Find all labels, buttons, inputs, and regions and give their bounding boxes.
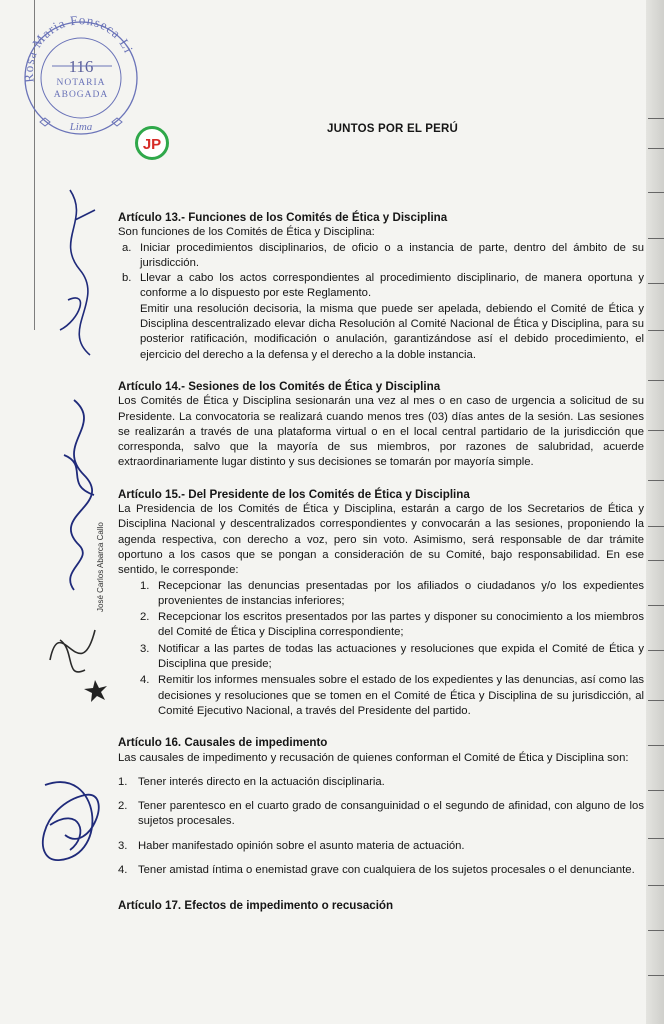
item-mark: 4. (118, 863, 128, 876)
page-edge (646, 0, 664, 1024)
article-13-extra: Emitir una resolución decisoria, la misma que puede ser apelada, debiendo el Comité de Ética y Disciplina descentralizado elevar dicha Resolución al Comité Nacional de Ética y Disciplina, para su posterior ratificación, modificación o anulación, garantizándose así el debido procedimiento, el ejercicio del derecho a la defensa y el derecho a la doble instancia. (140, 302, 644, 361)
signature-1 (50, 180, 110, 385)
stamp-city: Lima (69, 121, 93, 133)
list-item (118, 863, 644, 878)
item-mark: 1. (118, 775, 128, 788)
item-mark: 1. (140, 579, 150, 592)
item-mark: a. (122, 241, 132, 254)
item-mark: 2. (140, 611, 150, 624)
page-header: JUNTOS POR EL PERÚ (327, 123, 458, 135)
logo-text: JP (142, 136, 162, 153)
article-13 (118, 210, 644, 363)
stamp-line1: NOTARIA (56, 78, 106, 88)
list-item (118, 241, 644, 272)
item-text: Notificar a las partes de todas las actuaciones y resoluciones que expida el Comité de Ética y Disciplina que preside; (158, 642, 644, 671)
item-mark: 2. (118, 800, 128, 813)
item-text: Tener amistad íntima o enemistad grave con cualquiera de los sujetos procesales o el denunciante. (138, 863, 635, 876)
item-text: Recepcionar los escritos presentados por las partes y disponer su conocimiento a los miembros del Comité de Ética y Disciplina correspondiente; (158, 611, 644, 639)
notary-stamp (20, 10, 142, 138)
list-item (118, 610, 644, 641)
article-15-text: La Presidencia de los Comités de Ética y Disciplina, estarán a cargo de los Secretarios de Ética y Disciplina Nacional y descentralizados correspondientes y convocarán a las sesiones, proponiendo la agenda respectiva, con derecho a voz, pero sin voto. Asimismo, será responsable de dar trámite oportuno a los casos que se pongan a consideración de su Comité, bajo responsabilidad. En ese sentido, le corresponde: (118, 503, 644, 577)
item-text: Llevar a cabo los actos correspondientes al procedimiento disciplinario, de manera oportuna y conforme a lo dispuesto por este Reglamento. (140, 272, 644, 300)
article-16 (118, 735, 644, 878)
stamp-number: 116 (68, 57, 94, 76)
item-text: Iniciar procedimientos disciplinarios, de oficio o a instancia de parte, dentro del ámbito de su jurisdicción. (140, 241, 644, 269)
article-13-title: Artículo 13.- Funciones de los Comités de Ética y Disciplina (118, 211, 448, 224)
article-16-intro: Las causales de impedimento y recusación de quienes conforman el Comité de Ética y Disciplina son: (118, 751, 629, 764)
list-item (118, 799, 644, 830)
list-item (118, 642, 644, 673)
item-mark: b. (122, 272, 132, 285)
item-text: Recepcionar las denuncias presentadas por los afiliados o ciudadanos y/o los expedientes provenientes de instancias inferiores; (158, 579, 644, 607)
list-item (118, 839, 644, 854)
article-16-title: Artículo 16. Causales de impedimento (118, 736, 328, 750)
item-text: Tener parentesco en el cuarto grado de consanguinidad o el segundo de afinidad, con alguno de los sujetos procesales. (138, 800, 644, 828)
stamp-ring-text: Rosa Maria Fonseca Li (20, 12, 137, 84)
article-17-title: Artículo 17. Efectos de impedimento o recusación (118, 899, 394, 913)
article-14-title: Artículo 14.- Sesiones de los Comités de Ética y Disciplina (118, 379, 441, 393)
item-mark: 3. (140, 642, 150, 655)
article-14 (118, 379, 644, 471)
list-item (118, 673, 644, 719)
article-15-title: Artículo 15.- Del Presidente de los Comités de Ética y Disciplina (118, 487, 470, 501)
list-item (118, 271, 644, 302)
article-15 (118, 487, 644, 719)
list-item (118, 775, 644, 790)
signature-3 (40, 600, 110, 705)
article-14-text: Los Comités de Ética y Disciplina sesionarán una vez al mes o en caso de urgencia a solicitud de su Presidente. La convocatoria se realizará cuando menos tres (03) días antes de la sesión. Las sesiones se realizarán a través de una plataforma virtual o en el local central partidario de la jurisdicción que corresponda, salvo que la mayoría de sus miembros, por razones de salubridad, acuerde extraordinariamente lugar distinto y sus decisiones se tomarán por mayoría simple. (118, 395, 644, 469)
item-text: Remitir los informes mensuales sobre el estado de los expedientes y las denuncias, así como las decisiones y resoluciones que se tomen en el Comité de Ética y Disciplina de su jurisdicción, al Comité Ejecutivo Nacional, a través del Presidente del partido. (158, 674, 645, 717)
document-body (118, 210, 644, 930)
item-text: Tener interés directo en la actuación disciplinaria. (138, 775, 385, 788)
article-13-intro: Son funciones de los Comités de Ética y Disciplina: (118, 226, 375, 239)
article-17 (118, 898, 644, 913)
margin-note: José Carlos Abarca Callo (96, 522, 105, 612)
item-mark: 3. (118, 839, 128, 852)
item-mark: 4. (140, 674, 150, 687)
list-item (118, 579, 644, 610)
party-logo (134, 125, 170, 161)
item-text: Haber manifestado opinión sobre el asunto materia de actuación. (138, 839, 465, 852)
stamp-line2: ABOGADA (53, 90, 109, 100)
signature-4 (30, 765, 120, 880)
